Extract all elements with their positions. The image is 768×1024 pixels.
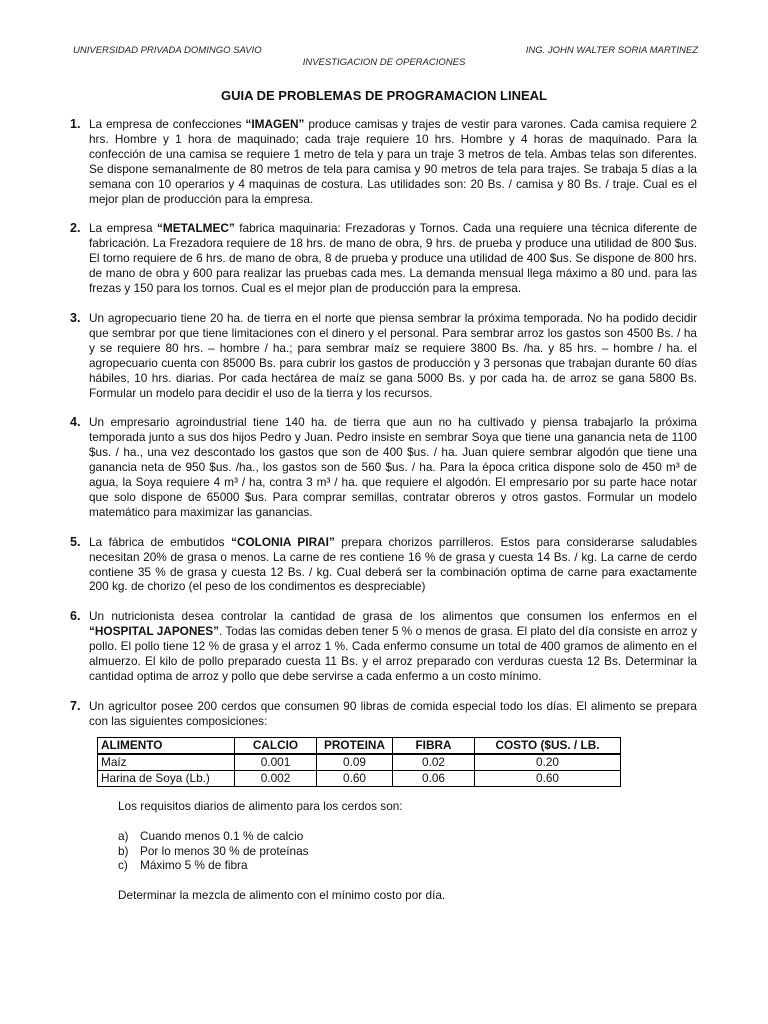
list-letter: c) bbox=[118, 858, 128, 873]
table-cell: 0.02 bbox=[393, 754, 475, 771]
problem-company: “METALMEC” bbox=[157, 221, 235, 236]
problem-text: La empresa de confecciones bbox=[89, 117, 246, 131]
problem-1 bbox=[70, 117, 697, 206]
column-header: CALCIO bbox=[235, 737, 317, 754]
problem-company: “COLONIA PIRAI” bbox=[231, 534, 335, 549]
problem-2 bbox=[70, 221, 697, 296]
problem-text-cont: prepara chorizos parrilleros. Estos para considerarse saludables necesitan 20% de grasa o menos. La carne de res contiene 16 % de grasa y cuesta 14 Bs. / kg. La carne de cerdo contiene 35 % de grasa y cuesta 12 Bs. / kg. Cual deberá ser la combinación optima de carne para exactamente 200 kg. de chorizo (el peso de los condimentos es despreciable) bbox=[89, 534, 697, 594]
feed-composition-table bbox=[97, 737, 621, 787]
list-item bbox=[118, 829, 697, 844]
column-header: COSTO ($US. / LB. bbox=[475, 737, 621, 754]
problem-text: La fábrica de embutidos bbox=[89, 534, 232, 549]
table-cell: 0.60 bbox=[317, 770, 393, 786]
list-text: Por lo menos 30 % de proteínas bbox=[140, 843, 309, 858]
list-item bbox=[118, 844, 697, 859]
list-text: Máximo 5 % de fibra bbox=[140, 858, 248, 873]
problem-number: 5. bbox=[70, 534, 81, 549]
problem-5 bbox=[70, 535, 697, 595]
problem-text: Un empresario agroindustrial tiene 140 ha. de tierra que aun no ha cultivado y piensa trabajarlo la próxima temporada junto a sus dos hijos Pedro y Juan. Pedro insiste en sembrar Soya que tiene una ganancia neta de 1100 $us. / ha., una vez descontado los gastos que son de 400 $us. / ha. Juan quiere sembrar algodón que tiene una ganancia neta de 950 $us. /ha., los gastos son de 560 $us. / ha. Para la época critica dispone solo de 450 m³ de agua, la Soya requiere 4 m³ / ha, contra 3 m³ / ha. que requiere el algodón. El empresario por su parte hace notar que solo dispone de 65000 $us. Para comprar semillas, contratar obreros y otros gastos. Formular un modelo matemático para maximizar las ganancias. bbox=[89, 415, 697, 519]
page-title: GUIA DE PROBLEMAS DE PROGRAMACION LINEAL bbox=[221, 88, 547, 103]
table-cell: 0.20 bbox=[475, 754, 621, 771]
problem-text-cont: . Todas las comidas deben tener 5 % o menos de grasa. El plato del día consiste en arroz y pollo. El pollo tiene 12 % de grasa y el arroz 1 %. Cada enfermo consume un total de 400 gramos de alimento en el almuerzo. El kilo de pollo preparado cuesta 11 Bs. y el arroz preparado con verduras cuesta 12 Bs. Determinar la cantidad optima de arroz y pollo que debe servirse a cada enfermo a un costo mínimo. bbox=[89, 624, 697, 683]
column-header: FIBRA bbox=[393, 737, 475, 754]
problem-7 bbox=[70, 699, 697, 729]
problem-text: Un agricultor posee 200 cerdos que consumen 90 libras de comida especial todo los días. El alimento se prepara con las siguientes composiciones: bbox=[89, 698, 697, 728]
table-cell: Maíz bbox=[98, 754, 235, 771]
header-university: UNIVERSIDAD PRIVADA DOMINGO SAVIO bbox=[73, 45, 262, 56]
problem-company: “IMAGEN” bbox=[245, 117, 305, 131]
requirements-final: Determinar la mezcla de alimento con el mínimo costo por día. bbox=[118, 888, 446, 903]
header-course: INVESTIGACION DE OPERACIONES bbox=[302, 57, 466, 68]
problem-text: Un nutricionista desea controlar la cantidad de grasa de los alimentos que consumen los enfermos en el bbox=[89, 609, 697, 624]
table-row bbox=[98, 770, 621, 786]
problem-number: 2. bbox=[70, 221, 81, 236]
requirements-list bbox=[118, 829, 697, 874]
problem-6 bbox=[70, 609, 697, 684]
table-cell: 0.09 bbox=[317, 754, 393, 771]
problem-number: 6. bbox=[70, 609, 81, 624]
table-cell: 0.06 bbox=[393, 770, 475, 786]
column-header: ALIMENTO bbox=[98, 737, 235, 754]
problem-number: 4. bbox=[70, 415, 81, 430]
requirements-intro: Los requisitos diarios de alimento para los cerdos son: bbox=[118, 798, 403, 813]
problem-text-cont: fabrica maquinaria: Frezadoras y Tornos. Cada una requiere una técnica diferente de fabricación. La Frezadora requiere de 18 hrs. de mano de obra, 9 hrs. de prueba y produce una utilidad de 800 $us. El torno requiere de 6 hrs. de mano de obra, 8 de prueba y produce una utilidad de 400 $us. Se dispone de 800 hrs. de mano de obra y 600 para realizar las pruebas cada mes. La demanda mensual llega máximo a 80 und. para las frezas y 150 para los tornos. Cual es el mejor plan de producción para la empresa. bbox=[89, 221, 698, 296]
header-instructor: ING. JOHN WALTER SORIA MARTINEZ bbox=[525, 45, 698, 56]
table-cell: 0.001 bbox=[235, 754, 317, 771]
problem-number: 7. bbox=[70, 698, 81, 713]
problem-number: 1. bbox=[70, 117, 81, 131]
table-row bbox=[98, 754, 621, 771]
list-item bbox=[118, 858, 697, 873]
column-header: PROTEINA bbox=[317, 737, 393, 754]
table-cell: Harina de Soya (Lb.) bbox=[98, 770, 235, 786]
table-header-row bbox=[98, 737, 621, 754]
problem-list bbox=[70, 117, 697, 903]
problem-company: “HOSPITAL JAPONES” bbox=[89, 624, 220, 639]
list-text: Cuando menos 0.1 % de calcio bbox=[140, 828, 304, 843]
problem-text-cont: produce camisas y trajes de vestir para varones. Cada camisa requiere 2 hrs. Hombre y 1 hora de maquinado; cada traje requiere 10 hrs. Hombre y 4 horas de maquinado. Para la confección de una camisa se requiere 1 metro de tela y para un traje 3 metros de tela. Ambas telas son diferentes. Se dispone semanalmente de 80 metros de tela para camisa y 90 metros de tela para trajes. Se trabaja 5 días a la semana con 10 operarios y 4 maquinas de costura. Las utilidades son: 20 Bs. / camisa y 80 Bs. / traje. Cual es el mejor plan de producción para la empresa. bbox=[89, 117, 697, 206]
table-cell: 0.60 bbox=[475, 770, 621, 786]
list-letter: a) bbox=[118, 828, 129, 843]
problem-text: La empresa bbox=[89, 221, 158, 236]
problem-4 bbox=[70, 415, 697, 519]
problem-number: 3. bbox=[70, 310, 81, 325]
problem-text: Un agropecuario tiene 20 ha. de tierra en el norte que piensa sembrar la próxima temporada. No ha podido decidir que sembrar por que tiene limitaciones con el dinero y el personal. Para sembrar arroz los gastos son 4500 Bs. / ha y se requiere 80 hrs. – hombre / ha.; para sembrar maíz se requiere 3800 Bs. /ha. y 85 hrs. – hombre / ha. el agropecuario cuenta con 85000 Bs. para cubrir los gastos de producción y 3 personas que trabajan durante 60 días hábiles, 10 hrs. diarias. Por cada hectárea de maíz se gana 5000 Bs. y por cada ha. de arroz se gana 5800 Bs. Formular un modelo para decidir el uso de la tierra y los recursos. bbox=[89, 310, 697, 400]
list-letter: b) bbox=[118, 843, 129, 858]
problem-3 bbox=[70, 311, 697, 400]
table-cell: 0.002 bbox=[235, 770, 317, 786]
